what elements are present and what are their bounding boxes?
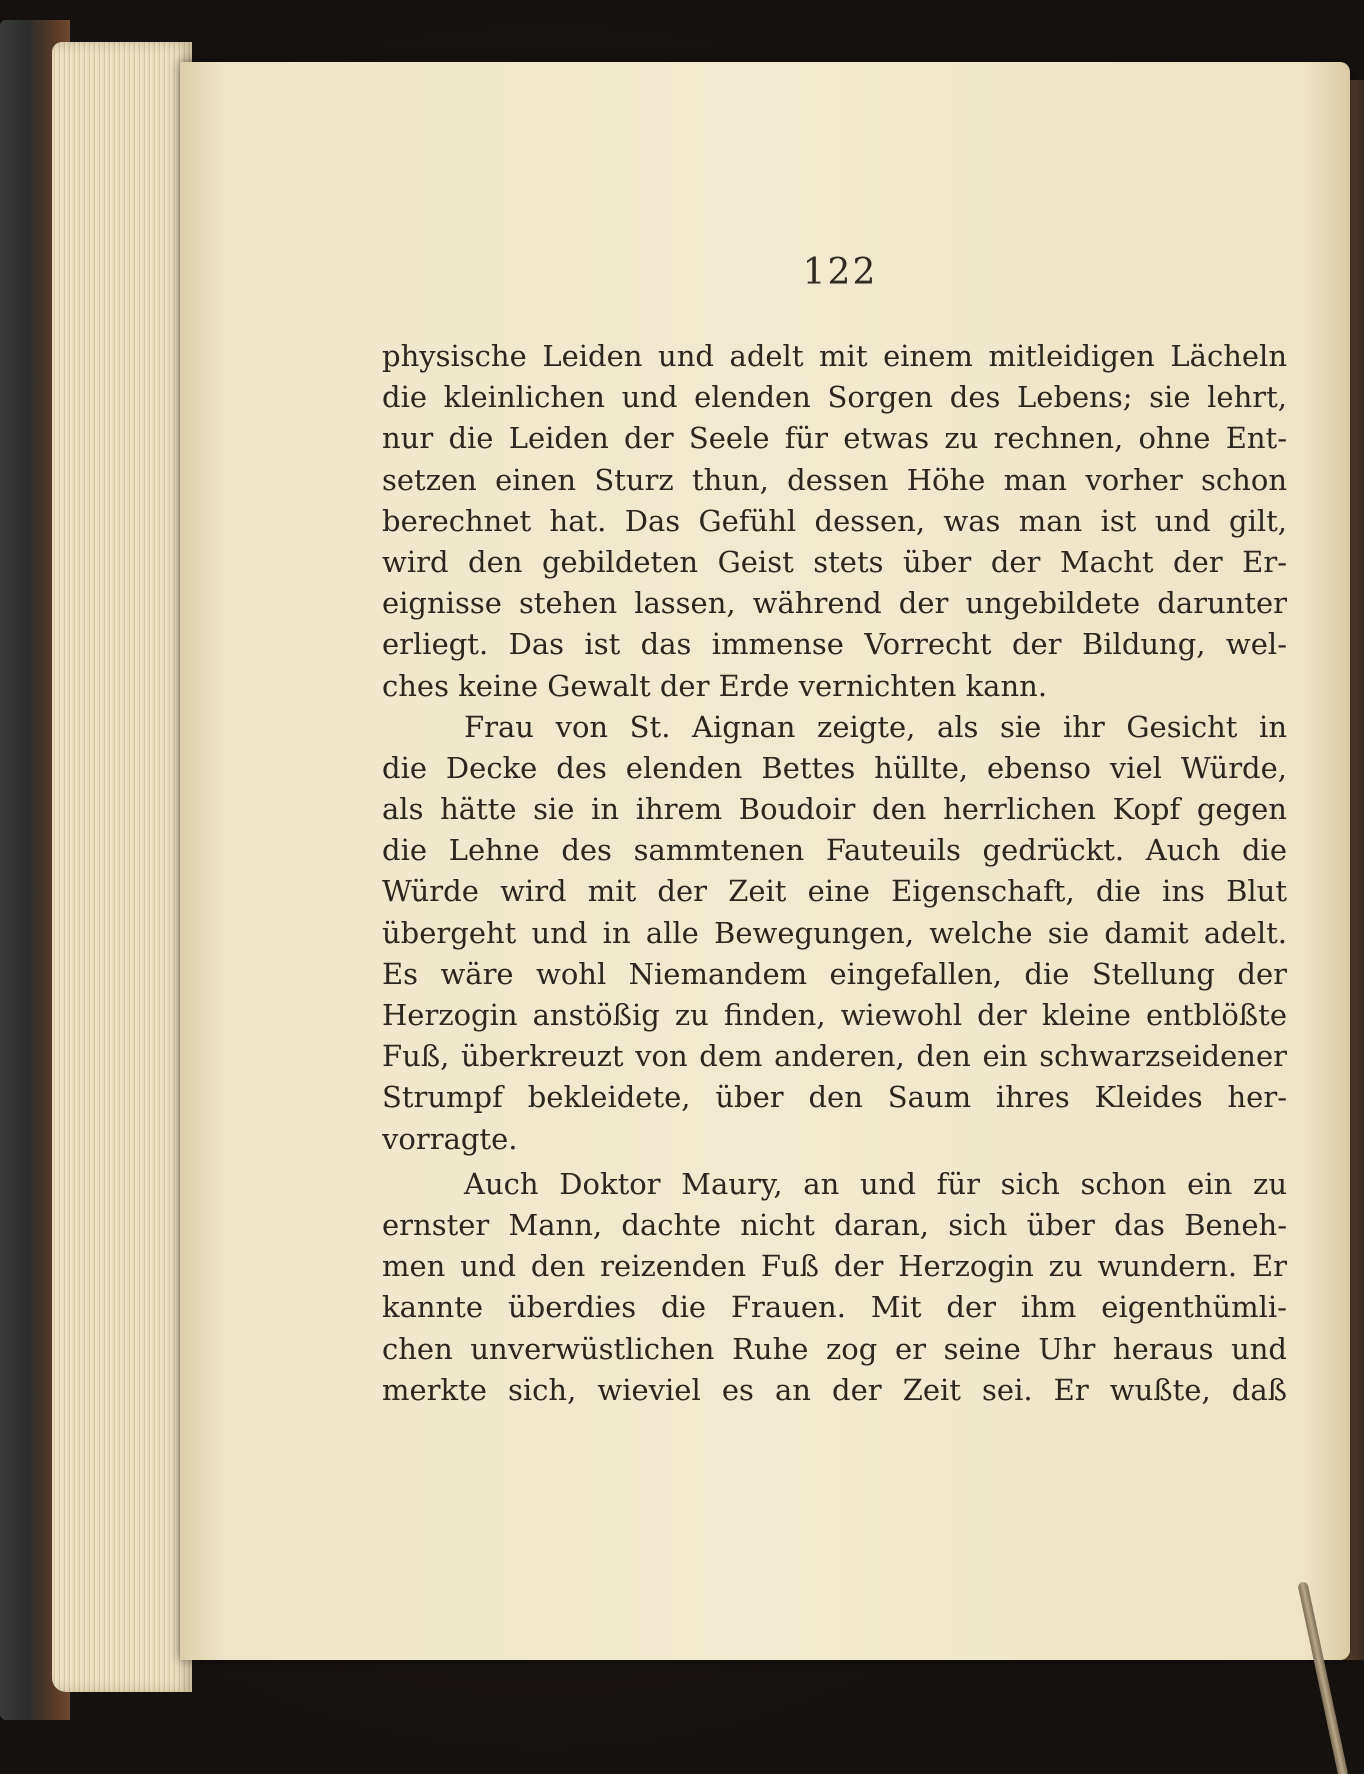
text-line: als hätte sie in ihrem Boudoir den herrlichen Kopf gegen [382, 792, 1287, 827]
text-line: Es wäre wohl Niemandem eingefallen, die Stellung der [382, 956, 1287, 991]
text-line-indent: Frau von St. Aignan zeigte, als sie ihr Gesicht in [464, 709, 1287, 744]
text-line: eignisse stehen lassen, während der ungebildete darunter [382, 586, 1287, 621]
text-line: Fuß, überkreuzt von dem anderen, den ein schwarzseidener [382, 1039, 1287, 1074]
text-line: ches keine Gewalt der Erde vernichten kann. [382, 668, 1048, 703]
text-line: die Decke des elenden Bettes hüllte, ebenso viel Würde, [382, 750, 1287, 785]
text-line: die Lehne des sammtenen Fauteuils gedrückt. Auch die [382, 833, 1287, 868]
text-line: chen unverwüstlichen Ruhe zog er seine Uhr heraus und [382, 1331, 1287, 1366]
text-line: die kleinlichen und elenden Sorgen des Lebens; sie lehrt, [382, 380, 1287, 415]
text-line: Würde wird mit der Zeit eine Eigenschaft, die ins Blut [382, 874, 1287, 909]
text-line: Strumpf bekleidete, über den Saum ihres Kleides her- [382, 1080, 1287, 1115]
body-text [382, 336, 1287, 1411]
text-line-indent: Auch Doktor Maury, an und für sich schon ein zu [464, 1166, 1287, 1201]
text-line: vorragte. [382, 1121, 518, 1156]
text-line: kannte überdies die Frauen. Mit der ihm eigenthümli- [382, 1290, 1287, 1325]
text-line: berechnet hat. Das Gefühl dessen, was man ist und gilt, [382, 503, 1287, 538]
text-line: erliegt. Das ist das immense Vorrecht der Bildung, wel- [382, 627, 1287, 662]
text-line: merkte sich, wieviel es an der Zeit sei. Er wußte, daß [382, 1372, 1287, 1407]
text-line: physische Leiden und adelt mit einem mitleidigen Lächeln [382, 339, 1287, 373]
page-edges-stack [52, 42, 192, 1692]
text-line: ernster Mann, dachte nicht daran, sich über das Beneh- [382, 1207, 1287, 1242]
text-line: nur die Leiden der Seele für etwas zu rechnen, ohne Ent- [382, 421, 1287, 456]
text-line: wird den gebildeten Geist stets über der Macht der Er- [382, 544, 1287, 579]
text-line: übergeht und in alle Bewegungen, welche sie damit adelt. [382, 915, 1287, 950]
text-line: setzen einen Sturz thun, dessen Höhe man vorher schon [382, 462, 1287, 497]
page-number: 122 [802, 252, 878, 293]
text-line: Herzogin anstößig zu finden, wiewohl der kleine entblößte [382, 998, 1287, 1032]
text-line: men und den reizenden Fuß der Herzogin zu wundern. Er [382, 1249, 1287, 1284]
